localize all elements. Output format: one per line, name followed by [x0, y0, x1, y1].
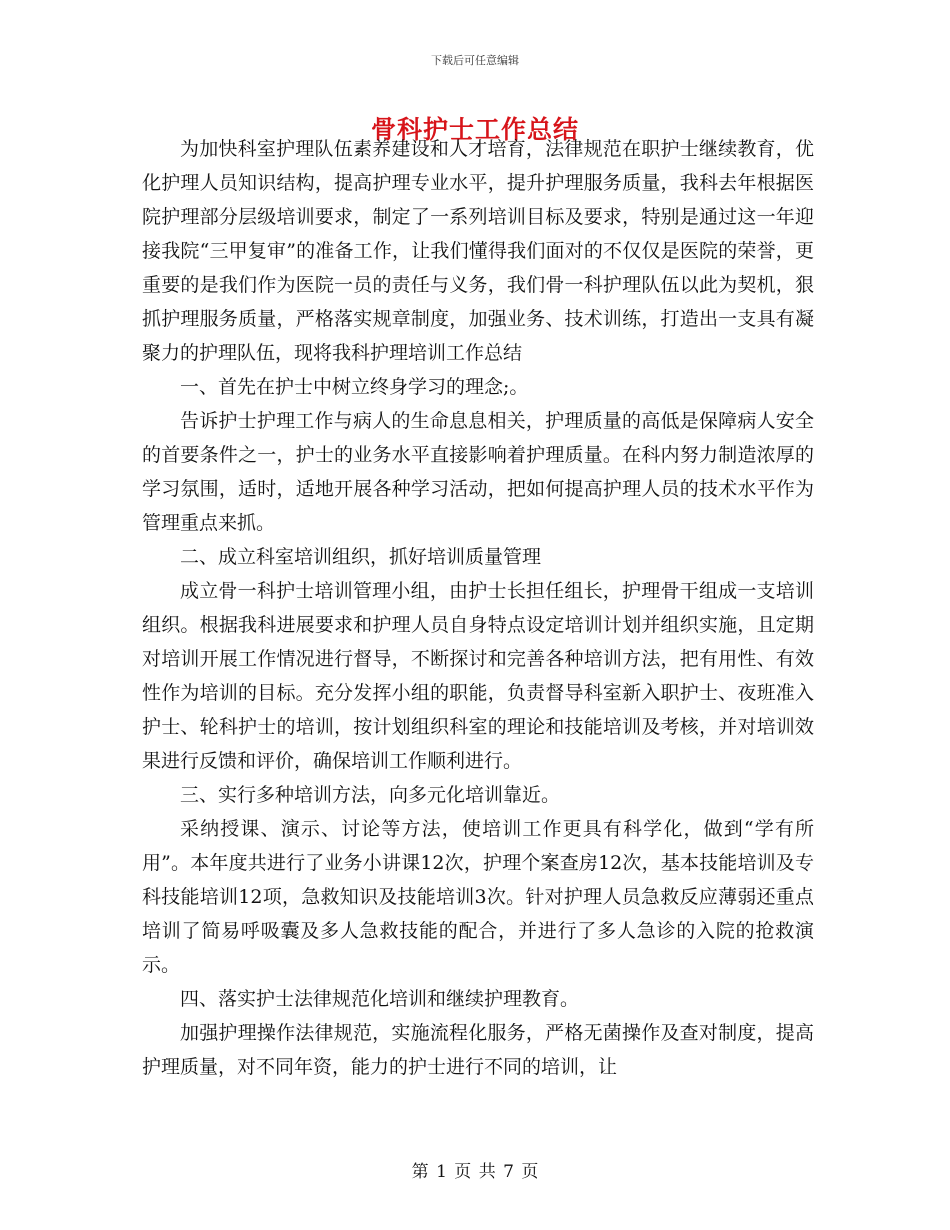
paragraph-section-4: 加强护理操作法律规范，实施流程化服务，严格无菌操作及查对制度，提高护理质量，对不同年资，能力的护士进行不同的培训，让: [142, 1022, 814, 1078]
section-heading-3: 三、实行多种培训方法，向多元化培训靠近。: [180, 784, 561, 806]
document-title: 骨科护士工作总结: [370, 115, 579, 144]
section-heading-2: 二、成立科室培训组织，抓好培训质量管理: [180, 546, 542, 568]
page-header-note: 下载后可任意编辑: [431, 54, 519, 67]
paragraph-intro: 为加快科室护理队伍素养建设和人才培育，法律规范在职护士继续教育，优化护理人员知识结构，提高护理专业水平，提升护理服务质量，我科去年根据医院护理部分层级培训要求，制定了一系列培训目标及要求，特别是通过这一年迎接我院“三甲复审”的准备工作，让我们懂得我们面对的不仅仅是医院的荣誉，更重要的是我们作为医院一员的责任与义务，我们骨一科护理队伍以此为契机，狠抓护理服务质量，严格落实规章制度，加强业务、技术训练，打造出一支具有凝聚力的护理队伍，现将我科护理培训工作总结: [142, 138, 814, 364]
paragraph-section-3: 采纳授课、演示、讨论等方法，使培训工作更具有科学化，做到“学有所用”。本年度共进行了业务小讲课12次，护理个案查房12次，基本技能培训及专科技能培训12项，急救知识及技能培训3次。针对护理人员急救反应薄弱还重点培训了简易呼吸囊及多人急救技能的配合，并进行了多人急诊的入院的抢救演示。: [142, 818, 814, 976]
paragraph-section-1: 告诉护士护理工作与病人的生命息息相关，护理质量的高低是保障病人安全的首要条件之一，护士的业务水平直接影响着护理质量。在科内努力制造浓厚的学习氛围，适时，适地开展各种学习活动，把如何提高护理人员的技术水平作为管理重点来抓。: [142, 410, 814, 534]
section-heading-1: 一、首先在护士中树立终身学习的理念;。: [180, 376, 529, 398]
section-heading-4: 四、落实护士法律规范化培训和继续护理教育。: [180, 988, 580, 1010]
paragraph-section-2: 成立骨一科护士培训管理小组，由护士长担任组长，护理骨干组成一支培训组织。根据我科进展要求和护理人员自身特点设定培训计划并组织实施，且定期对培训开展工作情况进行督导，不断探讨和完善各种培训方法，把有用性、有效性作为培训的目标。充分发挥小组的职能，负责督导科室新入职护士、夜班准入护士、轮科护士的培训，按计划组织科室的理论和技能培训及考核，并对培训效果进行反馈和评价，确保培训工作顺利进行。: [142, 580, 814, 772]
document-body: [142, 132, 814, 1084]
page-number: 第 1 页 共 7 页: [411, 1162, 539, 1182]
